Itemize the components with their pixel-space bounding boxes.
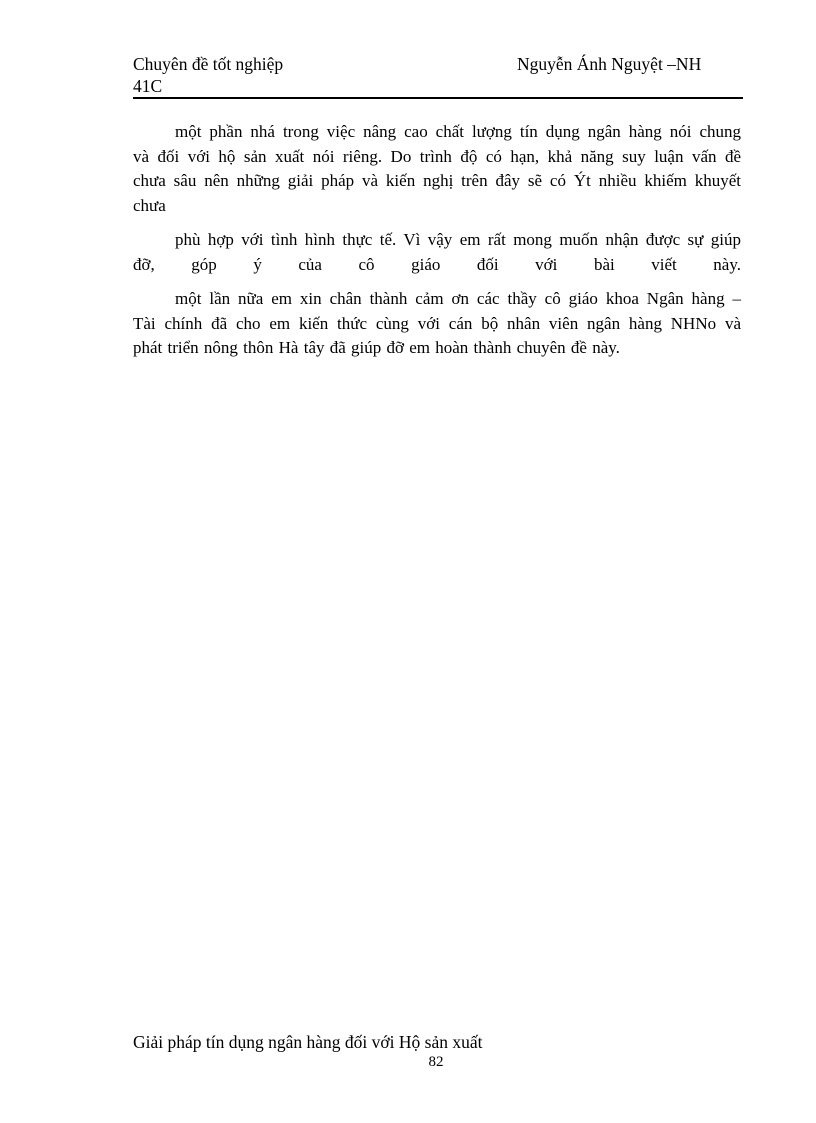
text-line: một lần nữa em xin chân thành cảm ơn các thầy cô giáo khoa Ngân hàng – [175, 289, 741, 308]
page-number: 82 [428, 1054, 444, 1070]
paragraph-conclusion [133, 120, 741, 218]
paragraph-request-feedback [133, 228, 741, 277]
text-line: đỡ, góp ý của cô giáo đối với bài viết này. [133, 254, 741, 274]
text-line: và đối với hộ sản xuất nói riêng. Do trình độ có hạn, khả năng suy luận vấn đề [133, 146, 741, 166]
text-line: một phần nhá trong việc nâng cao chất lượng tín dụng ngân hàng nói chung [175, 122, 741, 141]
paragraph-acknowledgement [133, 287, 741, 361]
text-line: chưa sâu nên những giải pháp và kiến nghị trên đây sẽ có Ýt nhiều khiếm khuyết [133, 171, 741, 190]
body-text [133, 120, 741, 361]
header-divider [133, 97, 743, 99]
header-class-code: 41C [133, 76, 163, 96]
page-header [133, 53, 743, 97]
header-document-type: Chuyên đề tốt nghiệp [133, 54, 284, 74]
header-left-block [133, 53, 283, 97]
header-author: Nguyễn Ánh Nguyệt –NH [517, 54, 702, 74]
footer-title: Giải pháp tín dụng ngân hàng đối với Hộ sản xuất [133, 1032, 483, 1052]
text-line: Tài chính đã cho em kiến thức cùng với cán bộ nhân viên ngân hàng NHNo và [133, 313, 741, 333]
text-line: chưa [133, 195, 166, 215]
text-line: phát triển nông thôn Hà tây đã giúp đỡ em hoàn thành chuyên đề này. [133, 338, 620, 357]
text-line: phù hợp với tình hình thực tế. Vì vậy em rất mong muốn nhận được sự giúp [175, 230, 741, 249]
